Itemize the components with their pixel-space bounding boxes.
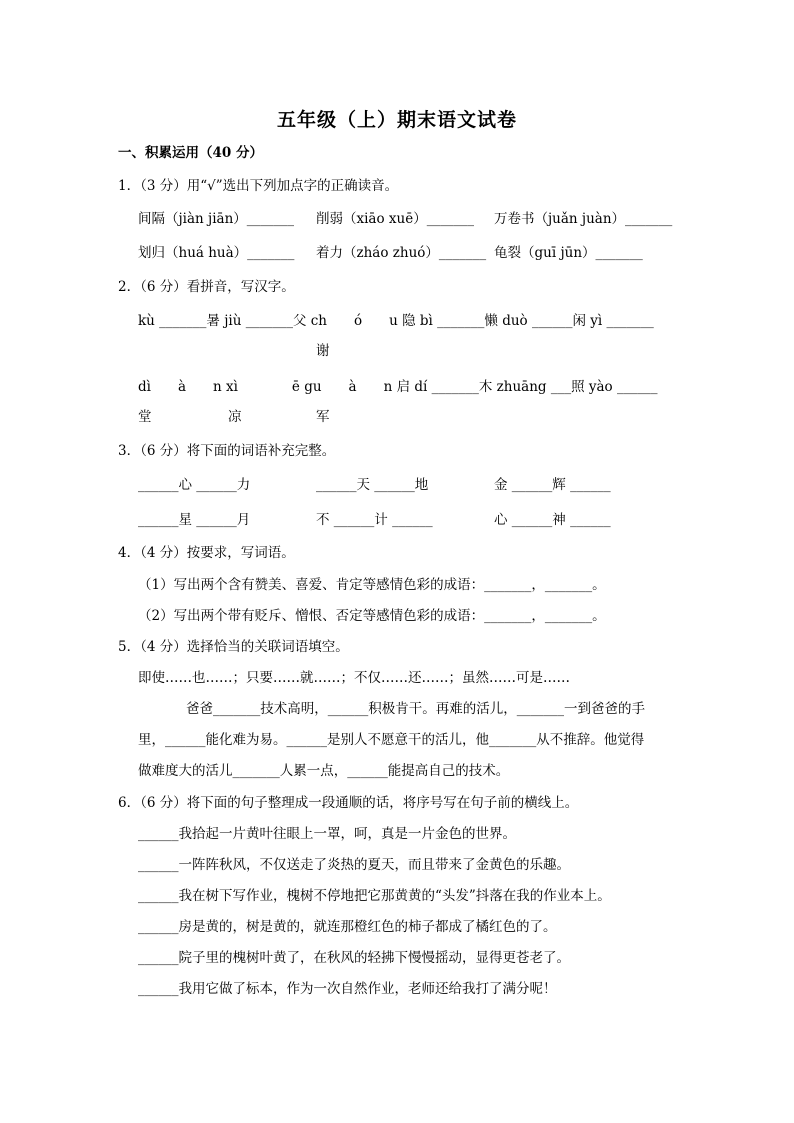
q3-item: 不 ______计 ______ — [316, 512, 433, 528]
q2-pinyin-line: dì à n xì ē gu à n 启 dí _______木 zhuāng ___照 yào ______ — [138, 379, 658, 395]
q3-item: ______星 ______月 — [138, 512, 251, 528]
page-title: 五年级（上）期末语文试卷 — [276, 109, 517, 131]
q3-item: ______天 ______地 — [316, 477, 429, 493]
q3-item: 心 ______神 ______ — [494, 512, 611, 528]
q6-sentence: ______一阵阵秋风，不仅送走了炎热的夏天，而且带来了金黄色的乐趣。 — [138, 857, 570, 873]
q2-pinyin-char: 堂 — [138, 409, 152, 425]
q2-pinyin-char: 谢 — [316, 343, 330, 359]
q1-item: 着力（zháo zhuó）_______ — [316, 245, 487, 261]
q5-paragraph-line: 里，______能化难为易。______是别人不愿意干的活儿，他_______从不推辞。他觉得 — [138, 732, 645, 748]
q2-pinyin-char: 军 — [316, 409, 330, 425]
question-5-header: 5．（4 分）选择恰当的关联词语填空。 — [118, 639, 349, 655]
q1-item: 划归（huá huà）_______ — [138, 245, 295, 261]
question-4-header: 4．（4 分）按要求，写词语。 — [118, 545, 295, 561]
q1-item: 间隔（jiàn jiān）_______ — [138, 211, 295, 227]
question-1-header: 1．（3 分）用“√”选出下列加点字的正确读音。 — [118, 178, 399, 194]
q1-item: 削弱（xiāo xuē）_______ — [316, 211, 474, 227]
q6-sentence: ______院子里的槐树叶黄了，在秋风的轻拂下慢慢摇动，显得更苍老了。 — [138, 950, 570, 966]
q6-sentence: ______房是黄的，树是黄的，就连那橙红色的柿子都成了橘红色的了。 — [138, 919, 557, 935]
q5-paragraph-line: 爸爸_______技术高明，______积极肯干。再难的活儿，_______一到爸爸的手 — [186, 701, 645, 717]
q6-sentence: ______我拾起一片黄叶往眼上一罩，呵，真是一片金色的世界。 — [138, 826, 516, 842]
q1-item: 龟裂（guī jūn）_______ — [494, 245, 643, 261]
q6-sentence: ______我在树下写作业，槐树不停地把它那黄黄的“头发”抖落在我的作业本上。 — [138, 888, 611, 904]
q3-item: 金 ______辉 ______ — [494, 477, 611, 493]
q6-sentence: ______我用它做了标本，作为一次自然作业，老师还给我打了满分呢！ — [138, 981, 557, 997]
q2-pinyin-line: kù _______暑 jiù _______父 ch ó u 隐 bì _______懒 duò ______闲 yì _______ — [138, 313, 654, 329]
q2-pinyin-char: 凉 — [228, 409, 242, 425]
question-3-header: 3．（6 分）将下面的词语补充完整。 — [118, 443, 336, 459]
q5-paragraph-line: 做难度大的活儿_______人累一点，______能提高自己的技术。 — [138, 763, 510, 779]
question-6-header: 6．（6 分）将下面的句子整理成一段通顺的话，将序号写在句子前的横线上。 — [118, 795, 579, 811]
q4-item: （2）写出两个带有贬斥、憎恨、否定等感情色彩的成语：_______，_______。 — [138, 608, 606, 624]
q1-item: 万卷书（juǎn juàn）_______ — [494, 211, 673, 227]
q5-options: 即使……也……；只要……就……；不仅……还……；虽然……可是…… — [138, 670, 570, 686]
section-heading: 一、积累运用（40 分） — [118, 145, 263, 161]
q4-item: （1）写出两个含有赞美、喜爱、肯定等感情色彩的成语：_______，_______。 — [138, 577, 606, 593]
q3-item: ______心 ______力 — [138, 477, 251, 493]
question-2-header: 2．（6 分）看拼音，写汉字。 — [118, 279, 295, 295]
